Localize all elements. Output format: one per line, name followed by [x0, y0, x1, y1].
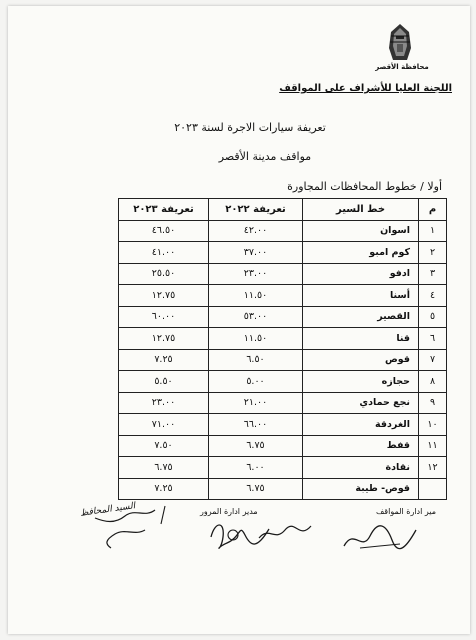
row-route: قفط	[303, 435, 419, 457]
row-route: اسوان	[303, 220, 419, 242]
section-heading: أولا / خطوط المحافظات المجاورة	[287, 180, 442, 193]
row-route: نقادة	[303, 457, 419, 479]
row-route: قوص- طيبة	[303, 478, 419, 500]
signature-parking-manager	[340, 518, 420, 558]
row-num: ٢	[419, 242, 447, 264]
row-fare-2022: ٦.٥٠	[209, 349, 303, 371]
row-fare-2022: ٣٧.٠٠	[209, 242, 303, 264]
row-num: ١٠	[419, 414, 447, 436]
header-fare-2022: تعريفة ٢٠٢٢	[209, 199, 303, 221]
row-fare-2022: ٦.٠٠	[209, 457, 303, 479]
row-num: ١	[419, 220, 447, 242]
row-fare-2023: ٥.٥٠	[119, 371, 209, 393]
row-num: ١٢	[419, 457, 447, 479]
row-fare-2023: ١٢.٧٥	[119, 328, 209, 350]
table-row	[119, 220, 447, 242]
row-route: حجازه	[303, 371, 419, 393]
row-num: ٣	[419, 263, 447, 285]
table-row	[119, 306, 447, 328]
row-num: ٦	[419, 328, 447, 350]
document-subtitle: مواقف مدينة الأقصر	[218, 150, 312, 163]
row-fare-2022: ٥.٠٠	[209, 371, 303, 393]
table-row	[119, 414, 447, 436]
table-row	[119, 457, 447, 479]
signature-label-traffic-manager: مدير ادارة المرور	[200, 507, 258, 516]
row-fare-2022: ٤٢.٠٠	[209, 220, 303, 242]
table-row	[119, 478, 447, 500]
row-fare-2022: ١١.٥٠	[209, 328, 303, 350]
row-fare-2023: ٢٥.٥٠	[119, 263, 209, 285]
governorate-name: محافظة الأقصر	[375, 63, 429, 71]
row-num	[419, 478, 447, 500]
header-fare-2023: تعريفة ٢٠٢٣	[119, 199, 209, 221]
row-fare-2022: ٢١.٠٠	[209, 392, 303, 414]
row-fare-2023: ٦٠.٠٠	[119, 306, 209, 328]
row-route: قنا	[303, 328, 419, 350]
signature-label-governor: السيد المحافظ	[79, 501, 136, 519]
table-row	[119, 328, 447, 350]
row-num: ٤	[419, 285, 447, 307]
signature-traffic-manager-second	[255, 518, 315, 548]
row-route: نجع حمادي	[303, 392, 419, 414]
row-fare-2023: ٦.٧٥	[119, 457, 209, 479]
row-fare-2023: ٧.٥٠	[119, 435, 209, 457]
row-route: القصير	[303, 306, 419, 328]
signature-governor	[85, 500, 175, 555]
document-title: تعريفة سيارات الاجرة لسنة ٢٠٢٣	[174, 121, 326, 134]
row-fare-2023: ١٢.٧٥	[119, 285, 209, 307]
row-num: ٨	[419, 371, 447, 393]
row-num: ٧	[419, 349, 447, 371]
row-route: الغردقة	[303, 414, 419, 436]
row-route: ادفو	[303, 263, 419, 285]
row-route: كوم امبو	[303, 242, 419, 264]
row-route: قوص	[303, 349, 419, 371]
row-fare-2022: ٦٦.٠٠	[209, 414, 303, 436]
row-fare-2022: ٦.٧٥	[209, 478, 303, 500]
row-num: ١١	[419, 435, 447, 457]
row-fare-2022: ١١.٥٠	[209, 285, 303, 307]
table-row	[119, 285, 447, 307]
row-fare-2022: ٢٣.٠٠	[209, 263, 303, 285]
row-fare-2022: ٥٣.٠٠	[209, 306, 303, 328]
pharaoh-emblem-icon	[383, 22, 417, 64]
row-fare-2023: ٤١.٠٠	[119, 242, 209, 264]
table-row	[119, 242, 447, 264]
row-fare-2023: ٧١.٠٠	[119, 414, 209, 436]
table-row	[119, 392, 447, 414]
table-row	[119, 435, 447, 457]
header-num: م	[419, 199, 447, 221]
fares-table	[118, 198, 447, 500]
table-row	[119, 371, 447, 393]
row-fare-2023: ٧.٢٥	[119, 349, 209, 371]
header-route: خط السير	[303, 199, 419, 221]
row-num: ٩	[419, 392, 447, 414]
row-fare-2023: ٤٦.٥٠	[119, 220, 209, 242]
row-fare-2023: ٧.٢٥	[119, 478, 209, 500]
row-num: ٥	[419, 306, 447, 328]
signature-label-parking-manager: مير ادارة المواقف	[375, 507, 436, 516]
table-row	[119, 349, 447, 371]
row-fare-2022: ٦.٧٥	[209, 435, 303, 457]
table-row	[119, 263, 447, 285]
row-fare-2023: ٢٣.٠٠	[119, 392, 209, 414]
row-route: أسنا	[303, 285, 419, 307]
table-header-row	[119, 199, 447, 221]
committee-title: اللجنة العليا للأشراف على المواقف	[279, 83, 452, 94]
